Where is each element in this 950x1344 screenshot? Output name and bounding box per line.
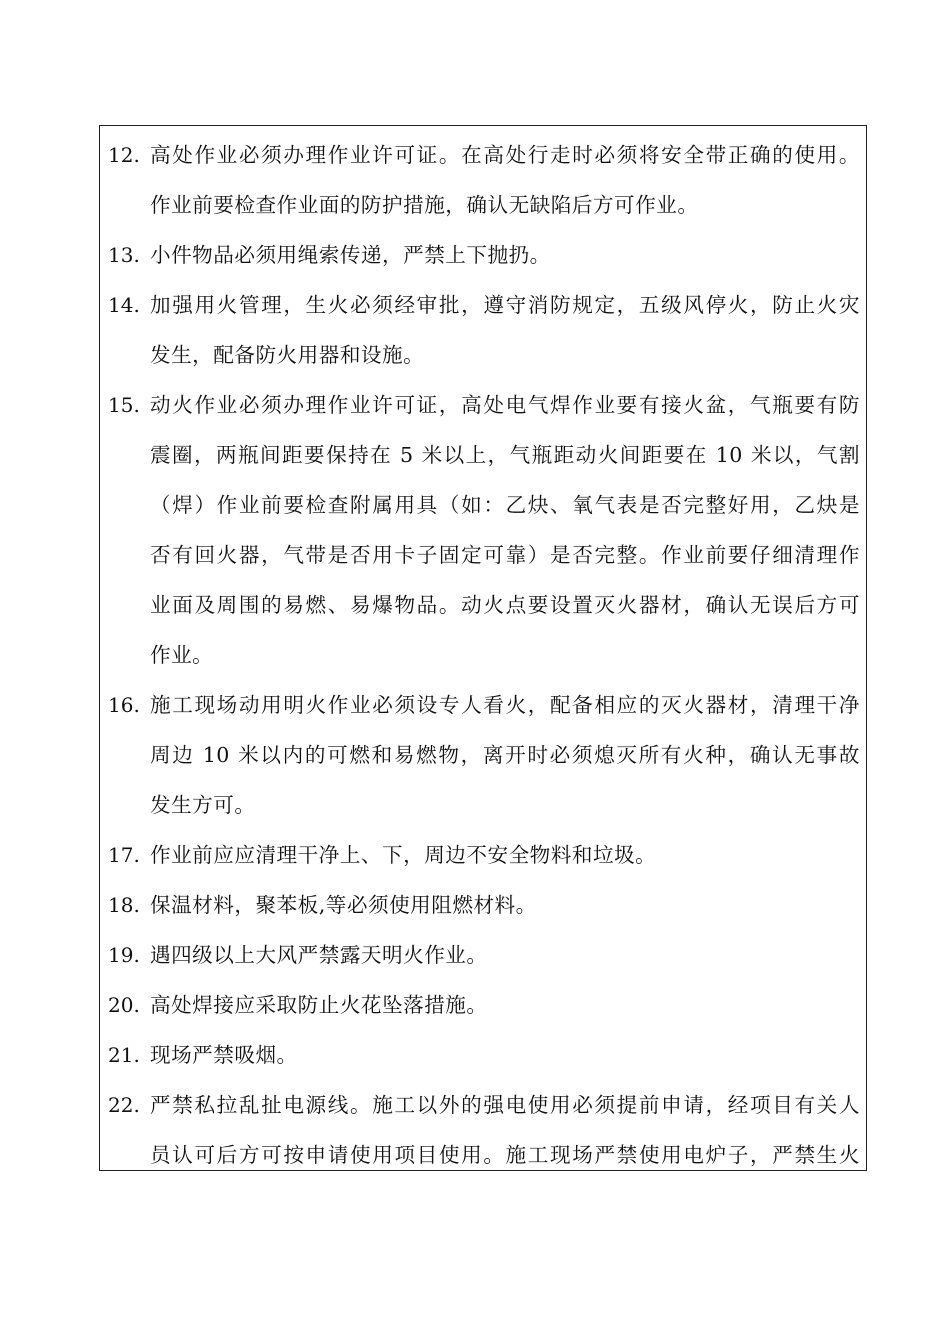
rule-item-22: [100, 1080, 866, 1171]
rule-number: 22.: [108, 1093, 140, 1117]
rule-item-18: [100, 880, 866, 930]
rule-line: 遇四级以上大风严禁露天明火作业。: [150, 943, 488, 967]
rule-number: 19.: [108, 943, 140, 967]
rule-text: [150, 880, 866, 930]
rule-number: 15.: [108, 393, 140, 417]
rule-line: 动火作业必须办理作业许可证，高处电气焊作业要有接火盆，气瓶要有防: [150, 393, 860, 417]
rule-item-13: [100, 230, 866, 280]
rule-line: 高处焊接应采取防止火花坠落措施。: [150, 993, 488, 1017]
rule-line: 发生，配备防火用器和设施。: [150, 343, 425, 367]
rule-line: 周边 10 米以内的可燃和易燃物，离开时必须熄灭所有火种，确认无事故: [150, 743, 860, 767]
rule-line: 员认可后方可按申请使用项目使用。施工现场严禁使用电炉子，严禁生火: [150, 1143, 860, 1167]
rule-line: 小件物品必须用绳索传递，严禁上下抛扔。: [150, 243, 551, 267]
rule-number: 21.: [108, 1043, 140, 1067]
rule-text: [150, 680, 866, 830]
rule-number: 13.: [108, 243, 140, 267]
rule-line: 震圈，两瓶间距要保持在 5 米以上，气瓶距动火间距要在 10 米以，气割: [150, 443, 860, 467]
rule-text: [150, 1030, 866, 1080]
rule-text: [150, 280, 866, 380]
rule-line: 严禁私拉乱扯电源线。施工以外的强电使用必须提前申请，经项目有关人: [150, 1093, 860, 1117]
rule-number: 18.: [108, 893, 140, 917]
rule-item-17: [100, 830, 866, 880]
rule-item-12: [100, 130, 866, 230]
safety-rules-list: [100, 130, 866, 1171]
rule-line: 加强用火管理，生火必须经审批，遵守消防规定，五级风停火，防止火灾: [150, 293, 860, 317]
rule-item-21: [100, 1030, 866, 1080]
rule-number: 16.: [108, 693, 140, 717]
rule-line: 否有回火器，气带是否用卡子固定可靠）是否完整。作业前要仔细清理作: [150, 543, 860, 567]
rule-item-15: [100, 380, 866, 680]
rule-text: [150, 930, 866, 980]
rule-line: 作业前应应清理干净上、下，周边不安全物料和垃圾。: [150, 843, 657, 867]
rule-text: [150, 980, 866, 1030]
rule-text: [150, 130, 866, 230]
rule-text: [150, 380, 866, 680]
safety-rules-table-cell: [99, 125, 867, 1171]
rule-line: （焊）作业前要检查附属用具（如：乙炔、氧气表是否完整好用，乙炔是: [150, 493, 860, 517]
rule-number: 20.: [108, 993, 140, 1017]
rule-line: 高处作业必须办理作业许可证。在高处行走时必须将安全带正确的使用。: [150, 143, 860, 167]
rule-text: [150, 1080, 866, 1171]
rule-item-14: [100, 280, 866, 380]
rule-line: 作业。: [150, 643, 214, 667]
rule-item-20: [100, 980, 866, 1030]
rule-number: 17.: [108, 843, 140, 867]
rule-line: 作业前要检查作业面的防护措施，确认无缺陷后方可作业。: [150, 193, 699, 217]
rule-line: 保温材料，聚苯板,等必须使用阻燃材料。: [150, 893, 537, 917]
rule-number: 12.: [108, 143, 140, 167]
rule-text: [150, 830, 866, 880]
rule-item-16: [100, 680, 866, 830]
rule-line: 施工现场动用明火作业必须设专人看火，配备相应的灭火器材，清理干净: [150, 693, 860, 717]
rule-line: 发生方可。: [150, 793, 256, 817]
rule-text: [150, 230, 866, 280]
rule-line: 业面及周围的易燃、易爆物品。动火点要设置灭火器材，确认无误后方可: [150, 593, 860, 617]
rule-item-19: [100, 930, 866, 980]
rule-number: 14.: [108, 293, 140, 317]
rule-line: 现场严禁吸烟。: [150, 1043, 298, 1067]
